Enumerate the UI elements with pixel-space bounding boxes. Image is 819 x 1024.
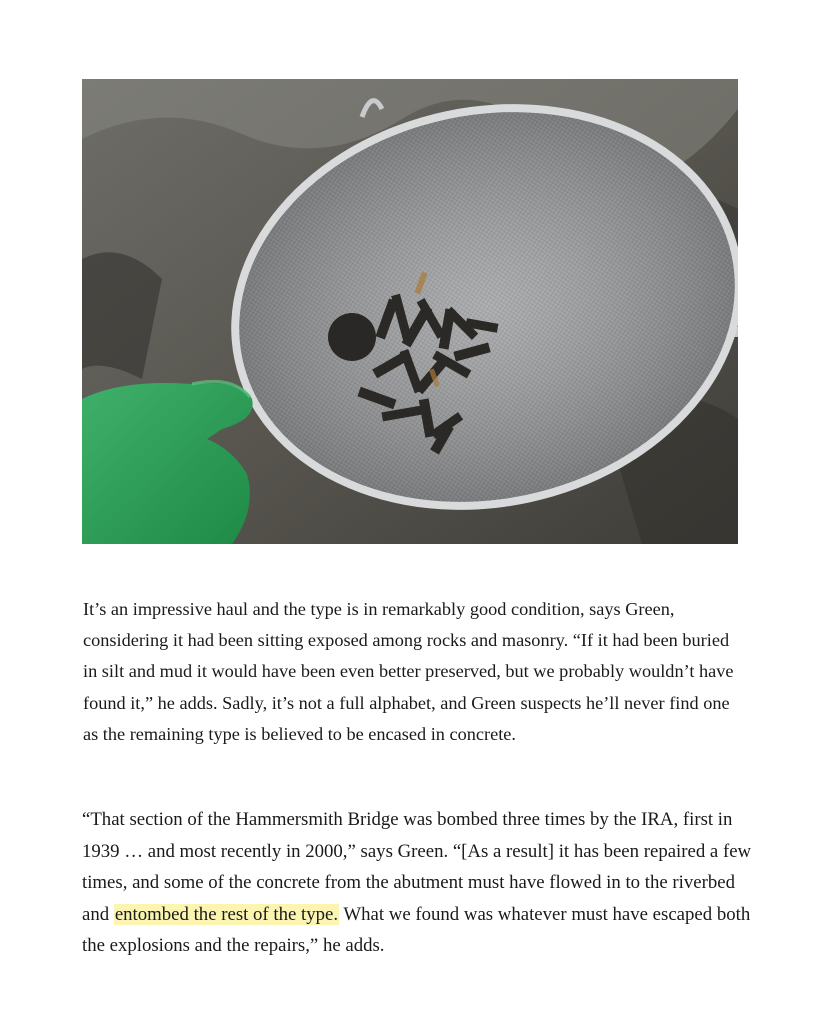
article-photo: [82, 79, 738, 544]
highlighted-text: entombed the rest of the type.: [114, 903, 339, 925]
paragraph-1: It’s an impressive haul and the type is in remarkably good condition, says Green, considering it had been sitting exposed among rocks and masonry. “If it had been buried in silt and mud it would have been even better preserved, but we probably wouldn’t have found it,” he adds. Sadly, it’s not a full alphabet, and Green suspects he’ll never find one as the remaining type is believed to be encased in concrete.: [83, 599, 734, 744]
paragraph-2-text-before: “That section of the Hammersmith Bridge was bombed three times by the IRA, first in 1939 … and most recently in 2000,” says Green. “[As a result] it has been repaired a few times, and some of the concrete from the abutment must have flowed in to the riverbed and: [82, 809, 752, 925]
paragraph-2: [82, 804, 762, 962]
sieve-photo-illustration: [82, 79, 738, 544]
paragraph-2-text-after: What we found was whatever must have escaped both the explosions and the repairs,” he adds.: [82, 903, 751, 956]
